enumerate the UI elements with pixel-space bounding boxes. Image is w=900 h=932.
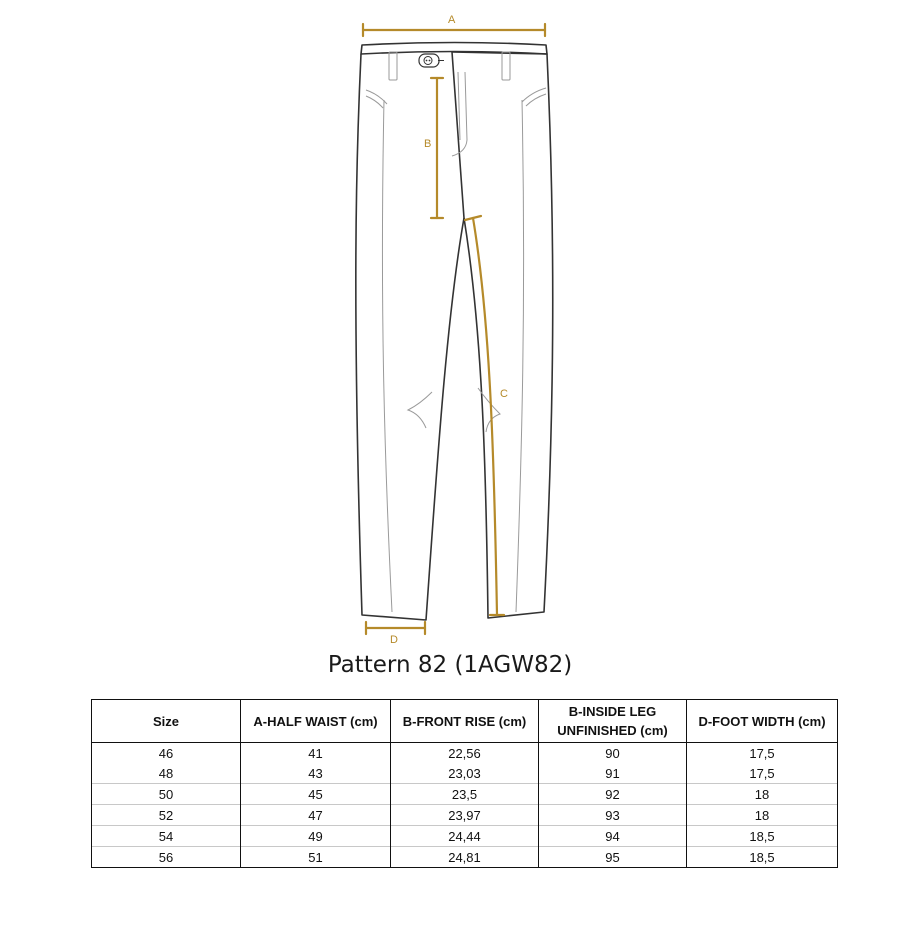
cell-size: 52 [92,805,241,826]
measure-label-d: D [390,634,398,646]
belt-loop-left [389,52,397,80]
crease-left [382,100,392,612]
cell-size: 56 [92,847,241,868]
cell-front-rise: 23,97 [391,805,539,826]
cell-foot-width: 18,5 [687,847,838,868]
cell-half-waist: 51 [241,847,391,868]
belt-loop-right [502,52,510,80]
header-foot-width: D-FOOT WIDTH (cm) [687,700,838,743]
cell-foot-width: 18,5 [687,826,838,847]
cell-front-rise: 22,56 [391,743,539,764]
cell-foot-width: 17,5 [687,763,838,784]
table-row [92,826,838,847]
cell-half-waist: 49 [241,826,391,847]
cell-front-rise: 24,81 [391,847,539,868]
cell-foot-width: 18 [687,784,838,805]
knee-fold-left [408,392,432,428]
size-table [91,699,838,868]
header-size: Size [92,700,241,743]
measure-label-c: C [500,388,508,400]
cell-size: 50 [92,784,241,805]
table-row [92,784,838,805]
measure-label-a: A [448,14,456,26]
cell-front-rise: 23,03 [391,763,539,784]
header-half-waist: A-HALF WAIST (cm) [241,700,391,743]
table-row [92,743,838,764]
cell-half-waist: 45 [241,784,391,805]
left-leg [356,52,464,620]
measure-label-b: B [424,138,432,150]
cell-inside-leg: 94 [539,826,687,847]
cell-size: 46 [92,743,241,764]
cell-inside-leg: 95 [539,847,687,868]
cell-front-rise: 24,44 [391,826,539,847]
cell-half-waist: 47 [241,805,391,826]
header-inside-leg: B-INSIDE LEG UNFINISHED (cm) [539,700,687,743]
measure-line-c [473,218,497,615]
table-row [92,763,838,784]
cell-inside-leg: 91 [539,763,687,784]
table-row [92,847,838,868]
cell-size: 48 [92,763,241,784]
cell-size: 54 [92,826,241,847]
cell-inside-leg: 92 [539,784,687,805]
cell-foot-width: 18 [687,805,838,826]
cell-inside-leg: 90 [539,743,687,764]
header-front-rise: B-FRONT RISE (cm) [391,700,539,743]
pattern-title: Pattern 82 (1AGW82) [327,652,573,678]
cell-inside-leg: 93 [539,805,687,826]
table-row [92,805,838,826]
cell-half-waist: 41 [241,743,391,764]
button-icon [419,54,444,67]
trousers-details [366,52,546,612]
table-header-row [92,700,838,743]
cell-half-waist: 43 [241,763,391,784]
cell-front-rise: 23,5 [391,784,539,805]
measurements [363,24,545,634]
crease-right [516,100,524,612]
cell-foot-width: 17,5 [687,743,838,764]
